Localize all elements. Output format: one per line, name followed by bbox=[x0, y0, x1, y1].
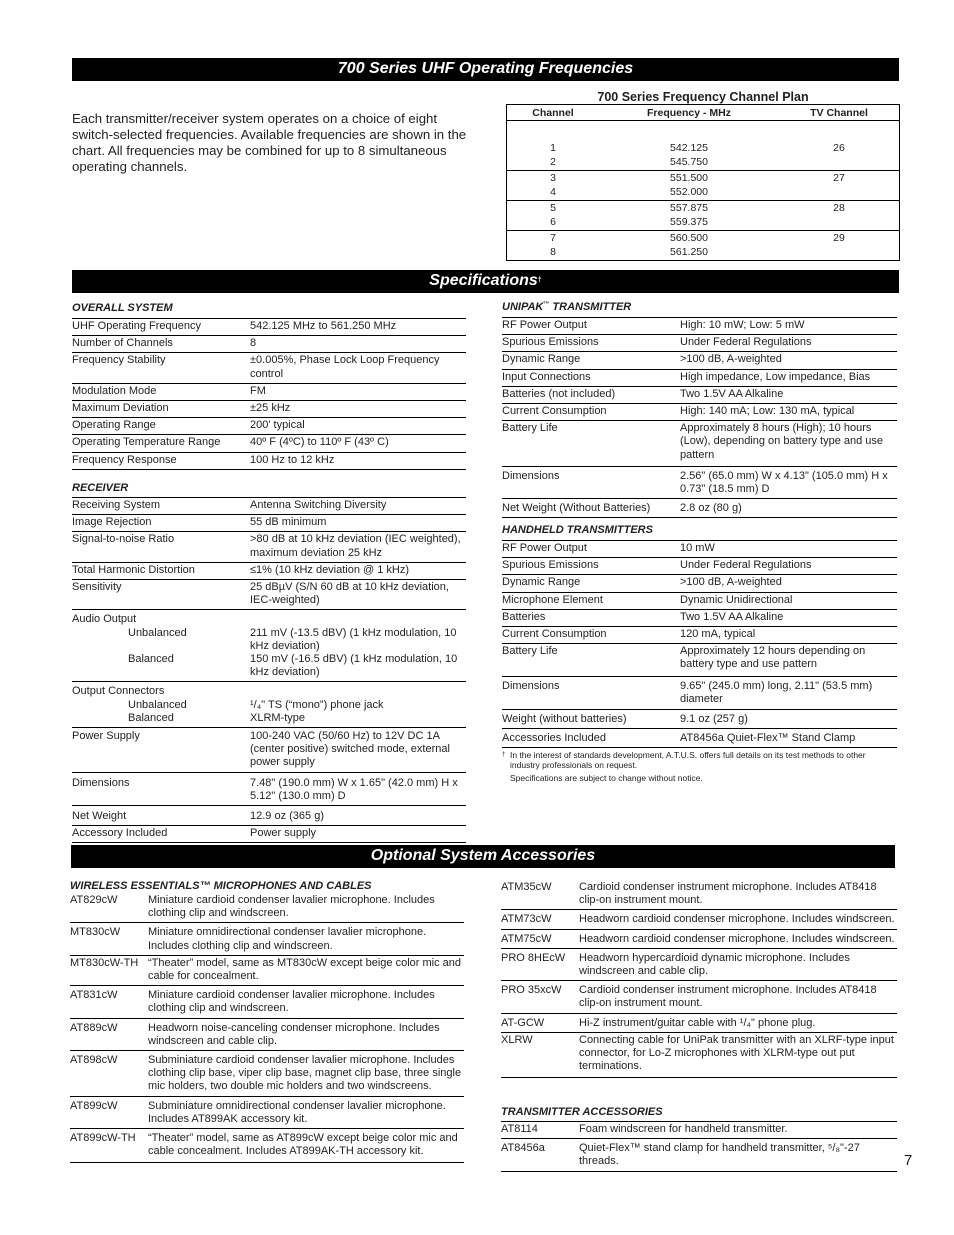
accessory-row bbox=[501, 981, 897, 1013]
model-number: AT-GCW bbox=[501, 1016, 545, 1029]
accessory-row bbox=[501, 880, 897, 910]
spec-value: ≤1% (10 kHz deviation @ 1 kHz) bbox=[250, 563, 410, 576]
accessory-description: Connecting cable for UniPak transmitter with an XLRF-type input connector, for Lo-Z microphones with XLRM-type out put terminations. bbox=[579, 1033, 894, 1073]
accessory-description: Subminiature cardioid condenser lavalier microphone. Includes clothing clip base, viper clip base, magnet clip base, three single mic holders, two double mic holders and two windscreens. bbox=[148, 1054, 462, 1093]
accessory-row bbox=[501, 1014, 897, 1033]
unipak-heading-name: UNIPAK bbox=[502, 301, 544, 313]
spec-row bbox=[502, 370, 897, 387]
spec-value: 211 mV (-13.5 dBV) (1 kHz modulation, 10 kHz deviation) bbox=[250, 626, 457, 652]
spec-label: Operating Temperature Range bbox=[72, 436, 221, 449]
spec-value: 100-240 VAC (50/60 Hz) to 12V DC 1A (center positive) switched mode, external power supply bbox=[250, 730, 450, 769]
model-number: AT8456a bbox=[501, 1142, 545, 1155]
accessory-description: Miniature omnidirectional condenser lavalier microphone. Includes clothing clip and windscreen. bbox=[148, 926, 427, 952]
spec-value: 10 mW bbox=[680, 542, 715, 554]
tv-channel-cell: 29 bbox=[779, 230, 900, 245]
spec-value: 2.8 oz (80 g) bbox=[680, 502, 742, 515]
spec-row bbox=[502, 541, 897, 558]
model-number: AT898cW bbox=[70, 1054, 118, 1067]
spec-label: Power Supply bbox=[72, 730, 140, 743]
model-number: ATM35cW bbox=[501, 881, 552, 893]
accessory-row bbox=[501, 930, 897, 949]
spec-label: Frequency Stability bbox=[72, 354, 166, 367]
accessory-row bbox=[70, 1097, 464, 1129]
channel-plan-row bbox=[507, 170, 900, 185]
model-number: AT899cW bbox=[70, 1099, 118, 1112]
channel-cell: 4 bbox=[550, 186, 556, 198]
spec-row bbox=[72, 773, 466, 806]
spec-row bbox=[72, 336, 466, 353]
channel-cell: 8 bbox=[550, 246, 556, 258]
spec-label: Audio Output bbox=[72, 613, 137, 626]
channel-plan-row bbox=[507, 245, 900, 260]
channel-plan-title: 700 Series Frequency Channel Plan bbox=[597, 90, 809, 104]
spec-row bbox=[502, 729, 897, 748]
accessory-description: “Theater” model, same as AT899cW except beige color mic and cable concealment. Includes AT899AK-TH accessory kit. bbox=[148, 1132, 458, 1158]
transmitter-accessories-heading: TRANSMITTER ACCESSORIES bbox=[501, 1106, 663, 1118]
receiver-heading: RECEIVER bbox=[72, 482, 129, 494]
audio-output-row bbox=[72, 610, 466, 682]
spec-label: Batteries bbox=[502, 610, 546, 623]
spec-row bbox=[502, 710, 897, 729]
spec-label: Dimensions bbox=[502, 469, 560, 482]
channel-plan-row bbox=[507, 141, 900, 156]
channel-cell: 1 bbox=[550, 141, 556, 154]
spec-value: 8 bbox=[250, 337, 257, 350]
accessory-row bbox=[501, 910, 897, 929]
accessory-description: Miniature cardioid condenser lavalier microphone. Includes clothing clip and windscreen. bbox=[148, 894, 435, 920]
channel-cell: 3 bbox=[507, 170, 600, 185]
spec-label: Dynamic Range bbox=[502, 576, 581, 589]
spec-value: High: 140 mA; Low: 130 mA, typical bbox=[680, 405, 855, 418]
accessory-row bbox=[70, 956, 464, 986]
spec-value: ±25 kHz bbox=[250, 402, 291, 415]
spec-row bbox=[502, 644, 897, 676]
spec-value: 55 dB minimum bbox=[250, 516, 327, 529]
spec-row bbox=[502, 404, 897, 421]
output-connectors-row bbox=[72, 682, 466, 728]
spec-row bbox=[502, 677, 897, 710]
tv-channel-cell bbox=[779, 185, 900, 200]
spec-row bbox=[502, 467, 897, 499]
accessory-row bbox=[501, 949, 897, 981]
spec-row bbox=[502, 421, 897, 467]
spec-value: >80 dB at 10 kHz deviation (IEC weighted), maximum deviation 25 kHz bbox=[250, 533, 461, 559]
accessory-description: “Theater” model, same as MT830cW except beige color mic and cable for concealment. bbox=[148, 956, 462, 983]
spec-row bbox=[72, 498, 466, 515]
channel-plan-table bbox=[506, 104, 900, 261]
spec-value: 25 dBµV (S/N 60 dB at 10 kHz deviation, IEC-weighted) bbox=[250, 581, 449, 607]
channel-plan-row bbox=[507, 215, 900, 230]
spec-row bbox=[72, 826, 466, 843]
accessory-row bbox=[70, 1019, 464, 1051]
accessory-description: Cardioid condenser instrument microphone. Includes AT8418 clip-on instrument mount. bbox=[579, 984, 877, 1010]
handheld-transmitters-table bbox=[502, 540, 897, 748]
channel-plan-row bbox=[507, 155, 900, 170]
spec-sublabel: Balanced bbox=[128, 653, 174, 666]
spec-value: 2.56" (65.0 mm) W x 4.13" (105.0 mm) H x 0.73" (18.5 mm) D bbox=[680, 469, 888, 496]
accessory-description: Miniature cardioid condenser lavalier microphone. Includes clothing clip and windscreen. bbox=[148, 989, 435, 1015]
accessory-description: Headworn hypercardioid dynamic microphone. Includes windscreen and cable clip. bbox=[579, 951, 850, 978]
frequencies-intro-text: Each transmitter/receiver system operates on a choice of eight switch-selected frequencies. Available frequencies are shown in the chart. All frequencies may be combined for up to 8 simultaneous operating channels. bbox=[72, 111, 467, 174]
spec-value: >100 dB, A-weighted bbox=[680, 353, 782, 366]
frequency-cell: 557.875 bbox=[599, 200, 779, 215]
accessory-row bbox=[70, 986, 464, 1018]
spec-label: Total Harmonic Distortion bbox=[72, 563, 195, 576]
spec-label: Number of Channels bbox=[72, 337, 173, 350]
spec-label: Batteries (not included) bbox=[502, 387, 616, 400]
spec-value: 12.9 oz (365 g) bbox=[250, 810, 324, 823]
microphones-cables-right-table bbox=[501, 880, 897, 1078]
spec-label: Operating Range bbox=[72, 419, 156, 432]
spec-row bbox=[502, 387, 897, 404]
model-number: AT889cW bbox=[70, 1021, 118, 1034]
spec-row bbox=[502, 558, 897, 575]
accessory-description: Quiet-Flex™ stand clamp for handheld transmitter, ⁵/₈"-27 threads. bbox=[579, 1142, 860, 1168]
tv-channel-cell: 27 bbox=[779, 170, 900, 185]
spec-row bbox=[72, 563, 466, 580]
frequency-column-header: Frequency - MHz bbox=[599, 105, 779, 121]
spec-sublabel: Balanced bbox=[128, 711, 174, 724]
frequency-cell: 542.125 bbox=[670, 141, 708, 154]
spec-label: Current Consumption bbox=[502, 405, 607, 418]
spec-value: Dynamic Unidirectional bbox=[680, 593, 793, 606]
spec-value: Antenna Switching Diversity bbox=[250, 499, 387, 511]
spec-value: Approximately 8 hours (High); 10 hours (Low), depending on battery type and use pattern bbox=[680, 422, 884, 461]
spec-value: 9.1 oz (257 g) bbox=[680, 713, 748, 726]
frequencies-section-title: 700 Series UHF Operating Frequencies bbox=[337, 60, 634, 77]
trademark-mark: ™ bbox=[543, 301, 550, 308]
specifications-section-title: Specifications bbox=[429, 272, 538, 289]
spec-value: High: 10 mW; Low: 5 mW bbox=[680, 319, 805, 331]
channel-cell: 7 bbox=[507, 230, 600, 245]
spec-row bbox=[502, 335, 897, 352]
tv-channel-column-header: TV Channel bbox=[779, 105, 900, 121]
spec-row bbox=[72, 532, 466, 562]
spec-row bbox=[502, 627, 897, 644]
model-number: ATM73cW bbox=[501, 913, 552, 926]
spec-row bbox=[72, 453, 466, 470]
accessory-description: Foam windscreen for handheld transmitter. bbox=[579, 1123, 788, 1135]
footnote-text: In the interest of standards development, A.T.U.S. offers full details on its test methods to other industry professionals on request. bbox=[510, 750, 866, 770]
spec-label: Current Consumption bbox=[502, 628, 607, 641]
footnote-change-notice: Specifications are subject to change without notice. bbox=[510, 773, 703, 783]
spec-label: UHF Operating Frequency bbox=[72, 320, 201, 332]
channel-plan-row bbox=[507, 230, 900, 245]
footnote-mark: † bbox=[502, 752, 506, 758]
spec-row bbox=[72, 401, 466, 418]
specifications-section-bar bbox=[72, 270, 899, 293]
spec-value: XLRM-type bbox=[250, 711, 306, 724]
frequency-cell: 551.500 bbox=[599, 170, 779, 185]
frequency-cell: 559.375 bbox=[670, 216, 708, 228]
spec-label: Dynamic Range bbox=[502, 353, 581, 366]
spec-label: Accessories Included bbox=[502, 732, 606, 745]
accessory-row bbox=[501, 1139, 897, 1171]
spec-value: Approximately 12 hours depending on battery type and use pattern bbox=[680, 645, 866, 671]
spec-row bbox=[502, 352, 897, 369]
spec-label: Input Connections bbox=[502, 370, 591, 383]
tv-channel-cell bbox=[779, 245, 900, 260]
accessory-row bbox=[70, 923, 464, 955]
tv-channel-cell: 26 bbox=[833, 141, 845, 154]
unipak-transmitter-table bbox=[502, 317, 897, 518]
spec-label: Battery Life bbox=[502, 645, 558, 658]
spec-value: Two 1.5V AA Alkaline bbox=[680, 387, 784, 400]
unipak-transmitter-heading bbox=[502, 301, 631, 313]
spec-label: RF Power Output bbox=[502, 319, 587, 331]
spec-row bbox=[72, 728, 466, 773]
accessory-description: Headworn cardioid condenser microphone. Includes windscreen. bbox=[579, 932, 895, 945]
spec-value: 9.65" (245.0 mm) long, 2.11" (53.5 mm) diameter bbox=[680, 679, 873, 705]
receiver-table bbox=[72, 497, 466, 843]
specifications-footnote-mark: † bbox=[537, 277, 542, 284]
transmitter-accessories-table bbox=[501, 1121, 897, 1172]
accessory-description: Subminiature omnidirectional condenser lavalier microphone. Includes AT899AK accessory kit. bbox=[148, 1099, 446, 1125]
spec-sublabel: Unbalanced bbox=[128, 698, 187, 711]
spec-row bbox=[72, 515, 466, 532]
unipak-heading-rest: TRANSMITTER bbox=[549, 301, 632, 313]
spec-value: Under Federal Regulations bbox=[680, 559, 812, 572]
spec-row bbox=[502, 499, 897, 518]
accessory-description: Headworn cardioid condenser microphone. Includes windscreen. bbox=[579, 913, 895, 926]
spec-label: Frequency Response bbox=[72, 453, 177, 466]
spec-label: Weight (without batteries) bbox=[502, 713, 627, 726]
model-number: XLRW bbox=[501, 1033, 533, 1046]
channel-column-header: Channel bbox=[507, 105, 600, 121]
model-number: PRO 35xcW bbox=[501, 984, 562, 997]
frequency-cell: 561.250 bbox=[670, 246, 708, 258]
specifications-footnote bbox=[502, 750, 897, 783]
spec-row bbox=[502, 593, 897, 610]
spec-row bbox=[72, 418, 466, 435]
channel-cell: 2 bbox=[550, 156, 556, 168]
accessory-description: Hi-Z instrument/guitar cable with ¹/₄" phone plug. bbox=[579, 1016, 816, 1029]
spec-value: FM bbox=[250, 384, 266, 397]
spec-value: 40º F (4ºC) to 110º F (43º C) bbox=[250, 436, 389, 449]
spec-value: 542.125 MHz to 561.250 MHz bbox=[250, 320, 397, 332]
spec-row bbox=[502, 575, 897, 592]
tv-channel-cell: 28 bbox=[779, 200, 900, 215]
spec-row bbox=[72, 384, 466, 401]
frequencies-section-bar bbox=[72, 58, 899, 81]
spec-row bbox=[502, 610, 897, 627]
spec-row bbox=[72, 806, 466, 826]
spec-value: AT8456a Quiet-Flex™ Stand Clamp bbox=[680, 732, 856, 745]
tv-channel-cell bbox=[779, 155, 900, 170]
spec-label: Battery Life bbox=[502, 422, 558, 435]
accessory-row bbox=[70, 893, 464, 923]
wireless-essentials-heading: WIRELESS ESSENTIALS™ MICROPHONES AND CABLES bbox=[70, 880, 372, 892]
spec-label: Sensitivity bbox=[72, 581, 122, 594]
spec-value: Two 1.5V AA Alkaline bbox=[680, 610, 784, 623]
tv-channel-cell bbox=[779, 215, 900, 230]
overall-system-table bbox=[72, 318, 466, 470]
spec-value: 7.48" (190.0 mm) W x 1.65" (42.0 mm) H x 5.12" (130.0 mm) D bbox=[250, 776, 458, 802]
spec-value: Under Federal Regulations bbox=[680, 336, 812, 349]
spec-label: Spurious Emissions bbox=[502, 559, 599, 572]
spec-value: 150 mV (-16.5 dBV) (1 kHz modulation, 10 kHz deviation) bbox=[250, 653, 458, 679]
spec-row bbox=[72, 580, 466, 610]
spec-label: Spurious Emissions bbox=[502, 336, 599, 349]
model-number: AT829cW bbox=[70, 894, 118, 906]
accessory-description: Cardioid condenser instrument microphone. Includes AT8418 clip-on instrument mount. bbox=[579, 881, 877, 907]
accessory-row bbox=[70, 1051, 464, 1097]
spec-row bbox=[72, 435, 466, 452]
spec-label: Dimensions bbox=[72, 776, 130, 789]
model-number: ATM75cW bbox=[501, 932, 552, 945]
spec-label: Signal-to-noise Ratio bbox=[72, 533, 175, 546]
accessory-row bbox=[70, 1129, 464, 1163]
spec-value: High impedance, Low impedance, Bias bbox=[680, 370, 871, 383]
channel-plan-row bbox=[507, 200, 900, 215]
spec-value: 100 Hz to 12 kHz bbox=[250, 453, 335, 466]
handheld-transmitters-heading: HANDHELD TRANSMITTERS bbox=[502, 524, 653, 536]
spec-row bbox=[502, 318, 897, 335]
spec-label: Modulation Mode bbox=[72, 384, 157, 397]
channel-cell: 6 bbox=[550, 216, 556, 228]
model-number: AT899cW-TH bbox=[70, 1132, 136, 1145]
channel-plan-header-row bbox=[507, 105, 900, 121]
accessory-row bbox=[501, 1033, 897, 1079]
spec-value: 200' typical bbox=[250, 419, 305, 432]
channel-cell: 5 bbox=[507, 200, 600, 215]
spec-sublabel: Unbalanced bbox=[128, 626, 187, 639]
spec-label: Image Rejection bbox=[72, 516, 152, 529]
spec-label: Accessory Included bbox=[72, 827, 168, 840]
model-number: PRO 8HEcW bbox=[501, 951, 566, 964]
spec-label: Maximum Deviation bbox=[72, 402, 169, 415]
frequency-cell: 560.500 bbox=[599, 230, 779, 245]
spec-label: RF Power Output bbox=[502, 542, 587, 554]
model-number: MT830cW bbox=[70, 926, 121, 939]
spec-label: Net Weight (Without Batteries) bbox=[502, 502, 651, 515]
spec-label: Microphone Element bbox=[502, 593, 603, 606]
spec-value: >100 dB, A-weighted bbox=[680, 576, 782, 589]
accessories-section-bar bbox=[71, 845, 895, 868]
frequency-cell: 552.000 bbox=[670, 186, 708, 198]
spec-value: ±0.005%, Phase Lock Loop Frequency control bbox=[250, 354, 440, 380]
spec-label: Net Weight bbox=[72, 810, 127, 823]
overall-system-heading: OVERALL SYSTEM bbox=[72, 302, 173, 314]
spec-label: Output Connectors bbox=[72, 685, 165, 698]
spec-value: Power supply bbox=[250, 827, 317, 840]
spec-value: 120 mA, typical bbox=[680, 628, 756, 641]
wireless-essentials-table bbox=[70, 893, 464, 1163]
spec-label: Dimensions bbox=[502, 679, 560, 692]
accessory-row bbox=[501, 1122, 897, 1139]
accessory-description: Headworn noise-canceling condenser microphone. Includes windscreen and cable clip. bbox=[148, 1021, 440, 1047]
accessories-section-title: Optional System Accessories bbox=[370, 847, 596, 864]
model-number: AT8114 bbox=[501, 1123, 538, 1135]
page-number: 7 bbox=[904, 1152, 913, 1169]
spec-label: Receiving System bbox=[72, 499, 161, 511]
spec-row bbox=[72, 353, 466, 383]
model-number: MT830cW-TH bbox=[70, 956, 139, 969]
spec-value: ¹/₄" TS (“mono”) phone jack bbox=[250, 698, 384, 711]
frequency-cell: 545.750 bbox=[670, 156, 708, 168]
model-number: AT831cW bbox=[70, 989, 118, 1002]
channel-plan-row bbox=[507, 185, 900, 200]
spec-row bbox=[72, 319, 466, 336]
